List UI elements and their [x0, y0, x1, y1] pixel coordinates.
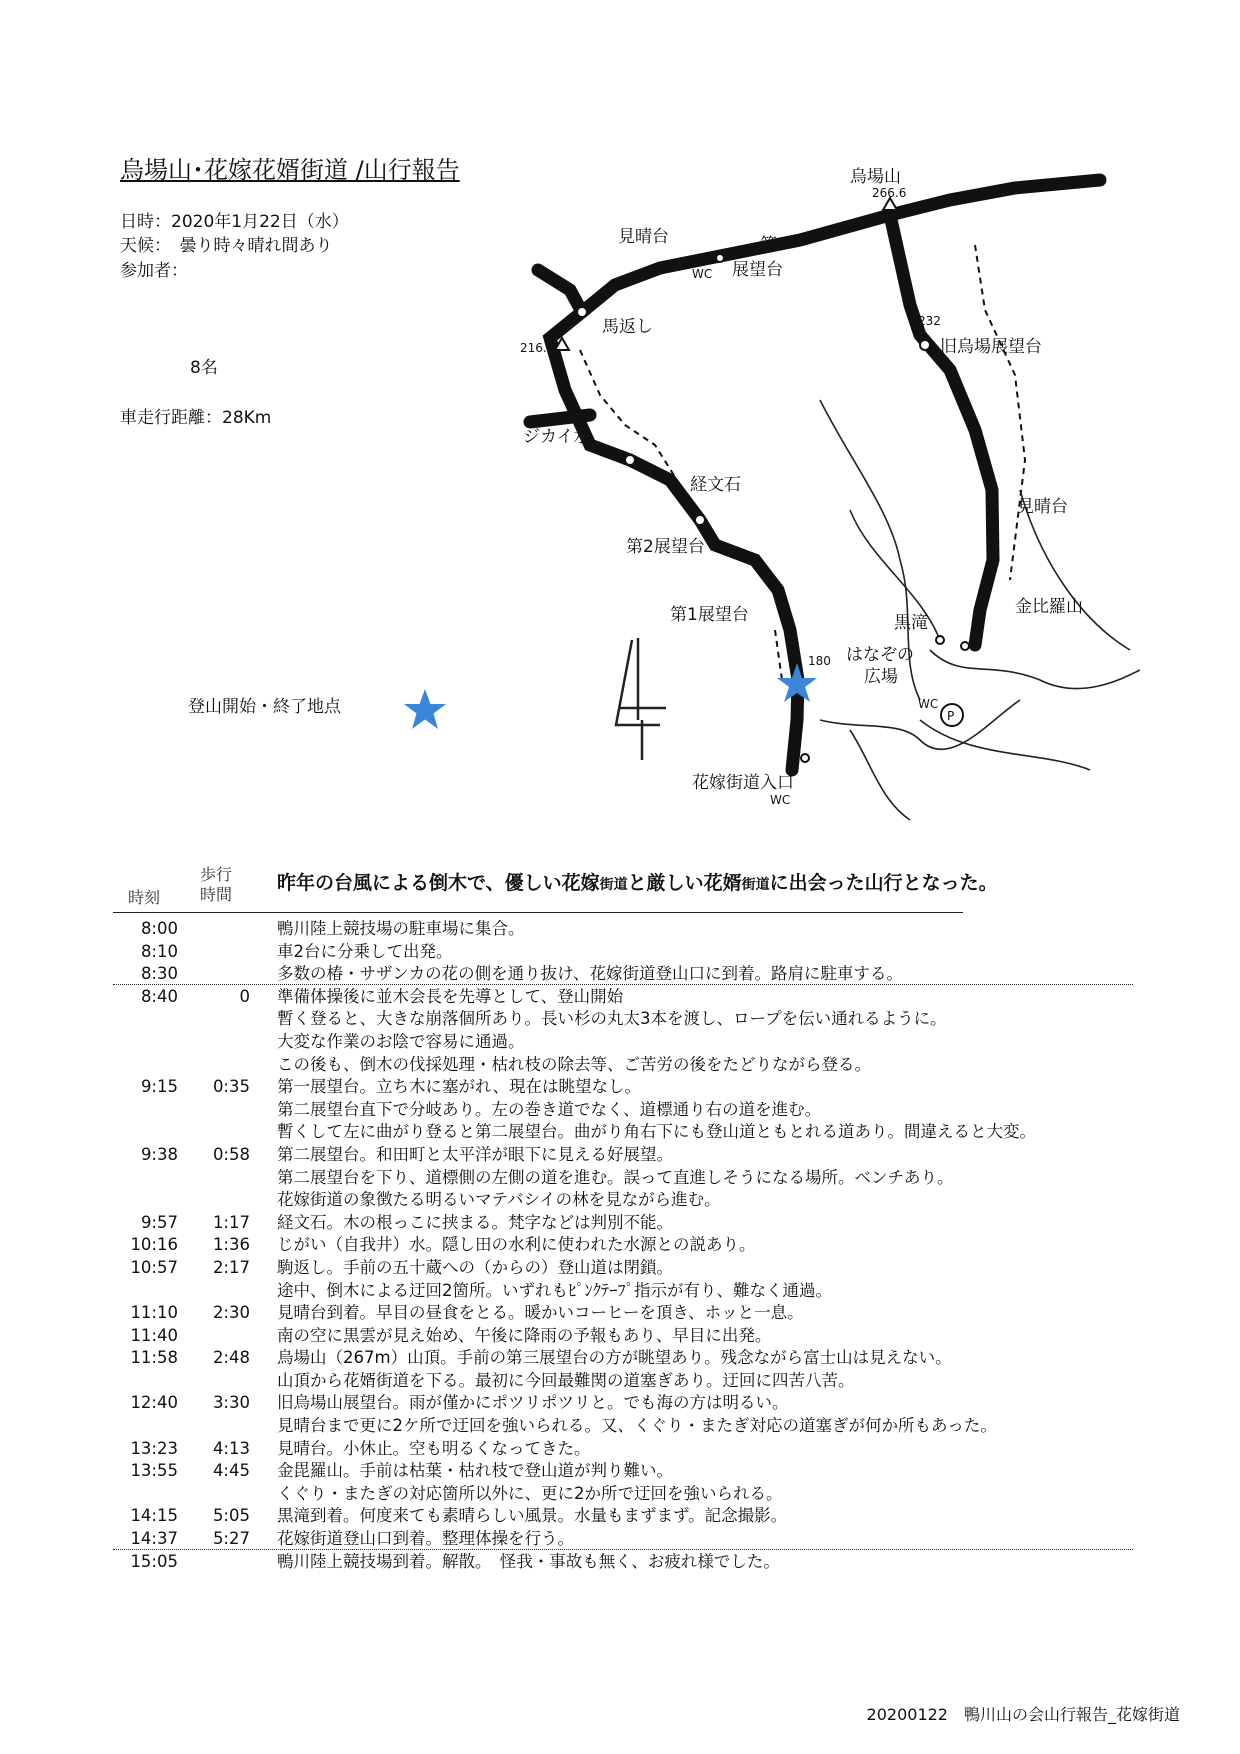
row-desc: 第一展望台。立ち木に塞がれ、現在は眺望なし。 — [277, 1077, 641, 1097]
row-desc: 見晴台。小休止。空も明るくなってきた。 — [277, 1438, 591, 1458]
row-desc: 黒滝到着。何度来ても素晴らしい風景。水量もまずまず。記念撮影。 — [277, 1506, 788, 1526]
map-label-alt-2164: 216.4 — [520, 341, 555, 355]
map-label-kyomon: 経文石 — [690, 475, 741, 495]
route-line-south — [890, 215, 993, 645]
table-row — [0, 1234, 1240, 1257]
summary-part-d: 街道 — [741, 877, 770, 893]
row-walk: 2:17 — [212, 1257, 250, 1277]
table-row — [0, 1031, 1240, 1054]
row-walk: 0:58 — [212, 1144, 250, 1164]
row-walk: 5:27 — [212, 1529, 250, 1549]
map-label-no3: 第3 — [760, 235, 788, 255]
map-label-kyu-karasuba: 旧烏場展望台 — [940, 337, 1042, 357]
table-row — [0, 1460, 1240, 1483]
row-desc: 旧烏場山展望台。雨が僅かにポツリポツリと。でも海の方は明るい。 — [277, 1393, 789, 1413]
row-walk: 0 — [239, 986, 250, 1006]
col-walk-header: 歩行 時間 — [200, 865, 233, 904]
table-row — [0, 1325, 1240, 1348]
row-time: 13:23 — [130, 1438, 178, 1458]
col-time-header: 時刻 — [128, 888, 161, 907]
table-row — [0, 1121, 1240, 1144]
row-time: 9:57 — [140, 1212, 178, 1232]
map-label-hanazono: はなぞの — [846, 645, 914, 665]
row-desc: 車2台に分乗して出発。 — [277, 941, 453, 961]
row-walk: 1:36 — [212, 1235, 250, 1255]
row-time: 11:40 — [130, 1325, 178, 1345]
row-walk: 5:05 — [212, 1506, 250, 1526]
row-desc: 第二展望台を下り、道標側の左側の道を進む。誤って直進しそうになる場所。ベンチあり。 — [277, 1167, 954, 1187]
table-row — [0, 1347, 1240, 1370]
table-row — [0, 1280, 1240, 1303]
row-desc: 見晴台まで更に2ケ所で迂回を強いられる。又、くぐり・またぎ対応の道塞ぎが何か所もあった。 — [277, 1416, 997, 1436]
table-row — [0, 1257, 1240, 1280]
row-desc: 鴨川陸上競技場の駐車場に集合。 — [277, 919, 525, 938]
summary-part-a: 昨年の台風による倒木で、優しい花嫁 — [277, 872, 600, 894]
row-desc: 烏場山（267m）山頂。手前の第三展望台の方が眺望あり。残念ながら富士山は見えない。 — [277, 1348, 952, 1368]
map-label-miharashi-right: 見晴台 — [1017, 497, 1068, 517]
map-label-hiroba: 広場 — [864, 667, 898, 687]
table-row — [0, 1076, 1240, 1099]
table-row — [0, 918, 1240, 941]
table-row — [0, 1099, 1240, 1122]
row-time: 9:38 — [140, 1144, 178, 1164]
map-label-umagaeshi: 馬返し — [602, 317, 653, 337]
row-time: 13:55 — [130, 1461, 178, 1481]
map-label-parking: P — [947, 709, 955, 723]
row-time: 8:00 — [140, 919, 178, 938]
legend-start-end-label: 登山開始・終了地点 — [188, 697, 341, 717]
row-desc: 南の空に黒雲が見え始め、午後に降雨の予報もあり、早目に出発。 — [277, 1325, 772, 1345]
row-walk: 4:45 — [212, 1461, 250, 1481]
table-row — [0, 1054, 1240, 1077]
row-time: 10:57 — [130, 1257, 178, 1277]
summary-line — [277, 868, 998, 895]
row-desc: 花嫁街道登山口到着。整理体操を行う。 — [277, 1529, 574, 1549]
route-line — [538, 270, 798, 770]
row-time: 11:58 — [130, 1348, 178, 1368]
table-row — [0, 963, 1240, 986]
table-row — [0, 1528, 1240, 1551]
table-row — [0, 1212, 1240, 1235]
row-desc: くぐり・またぎの対応箇所以外に、更に2か所で迂回を強いられる。 — [277, 1483, 783, 1503]
table-row — [0, 1392, 1240, 1415]
participants-label: 参加者： — [120, 261, 188, 281]
map-label-karasuba: 烏場山 — [850, 167, 901, 187]
map-label-wc2: WC — [918, 697, 939, 711]
participants-count: 8名 — [190, 358, 218, 378]
map-label-no2: 第2展望台 — [626, 537, 705, 557]
row-time: 14:15 — [130, 1506, 178, 1526]
summary-part-c: と厳しい花婿 — [627, 872, 742, 894]
row-time: 8:30 — [140, 964, 178, 984]
map-label-no1: 第1展望台 — [670, 605, 749, 625]
row-walk: 1:17 — [212, 1212, 250, 1232]
row-desc: 大変な作業のお陰で容易に通過。 — [277, 1031, 525, 1051]
row-walk: 3:30 — [212, 1393, 250, 1413]
row-desc: 第二展望台。和田町と太平洋が眼下に見える好展望。 — [277, 1144, 673, 1164]
log-table — [0, 918, 1240, 1573]
row-desc: 山頂から花婿街道を下る。最初に今回最難関の道塞ぎあり。迂回に四苦八苦。 — [277, 1370, 855, 1390]
row-time: 8:40 — [140, 986, 178, 1006]
row-walk: 2:48 — [212, 1348, 250, 1368]
table-row — [0, 1438, 1240, 1461]
row-time: 9:15 — [140, 1077, 178, 1097]
row-walk: 2:30 — [212, 1303, 250, 1323]
page-title: 烏場山･花嫁花婿街道 /山行報告 — [120, 156, 460, 184]
header-rule — [113, 912, 963, 913]
legend-star-icon — [400, 686, 450, 734]
map-label-karasuba-alt: 266.6 — [872, 186, 907, 200]
map-label-miharashi-top: 見晴台 — [618, 227, 669, 247]
row-time: 14:37 — [130, 1529, 178, 1549]
row-desc: 暫くして左に曲がり登ると第二展望台。曲がり角右下にも登山道ともとれる道あり。間違えると大変。 — [277, 1122, 1036, 1142]
route-map — [520, 160, 1140, 840]
table-row — [0, 1370, 1240, 1393]
table-row — [0, 1505, 1240, 1528]
map-label-wc3: WC — [770, 793, 791, 807]
row-desc: じがい（自我井）水。隠し田の水利に使われた水源との説あり。 — [277, 1235, 756, 1255]
table-row — [0, 1189, 1240, 1212]
footer-label: 20200122 鴨川山の会山行報告_花嫁街道 — [866, 1705, 1180, 1724]
row-desc: 途中、倒木による迂回2箇所。いずれもﾋﾟﾝｸﾃｰﾌﾟ指示が有り、難なく通過。 — [277, 1280, 832, 1300]
table-row — [0, 1144, 1240, 1167]
row-time: 12:40 — [130, 1393, 178, 1413]
table-row — [0, 986, 1240, 1009]
map-label-jikai: ジカイ水 — [523, 427, 591, 447]
weather-line: 天候： 曇り時々晴れ間あり — [120, 236, 333, 256]
map-label-alt-180: 180 — [808, 654, 831, 668]
distance-line: 車走行距離：28Km — [120, 408, 272, 428]
table-row — [0, 1302, 1240, 1325]
row-desc: 駒返し。手前の五十蔵への（からの）登山道は閉鎖。 — [277, 1257, 673, 1277]
table-row — [0, 1483, 1240, 1506]
row-desc: 暫く登ると、大きな崩落個所あり。長い杉の丸太3本を渡し、ロープを伝い通れるように。 — [277, 1009, 947, 1029]
row-time: 8:10 — [140, 941, 178, 961]
row-desc: 経文石。木の根っこに挟まる。梵字などは判別不能。 — [277, 1212, 673, 1232]
row-desc: 多数の椿・サザンカの花の側を通り抜け、花嫁街道登山口に到着。路肩に駐車する。 — [277, 964, 904, 984]
map-label-no3-b: 展望台 — [732, 260, 783, 280]
map-label-alt-232: 232 — [918, 314, 941, 328]
row-desc: この後も、倒木の伐採処理・枯れ枝の除去等、ご苦労の後をたどりながら登る。 — [277, 1054, 871, 1074]
row-desc: 見晴台到着。早目の昼食をとる。暖かいコーヒーを頂き、ホッと一息。 — [277, 1303, 804, 1323]
table-row — [0, 1551, 1240, 1574]
map-label-kurotaki: 黒滝 — [894, 613, 928, 633]
row-time: 15:05 — [130, 1551, 178, 1571]
row-walk: 0:35 — [212, 1077, 250, 1097]
table-row — [0, 1008, 1240, 1031]
row-desc: 花嫁街道の象徴たる明るいマテバシイの林を見ながら進む。 — [277, 1190, 721, 1210]
map-label-entrance: 花嫁街道入口 — [692, 773, 794, 793]
map-label-wc1: WC — [692, 267, 713, 281]
date-line: 日時：2020年1月22日（水） — [120, 212, 349, 232]
row-desc: 金毘羅山。手前は枯葉・枯れ枝で登山道が判り難い。 — [277, 1461, 673, 1481]
row-desc: 準備体操後に並木会長を先導として、登山開始 — [277, 986, 624, 1006]
summary-part-e: に出会った山行となった。 — [769, 872, 998, 894]
summary-part-b: 街道 — [599, 877, 628, 893]
row-walk: 4:13 — [212, 1438, 250, 1458]
table-row — [0, 941, 1240, 964]
north-arrow-icon — [616, 638, 666, 760]
map-label-konpira: 金比羅山 — [1015, 597, 1083, 617]
row-time: 11:10 — [130, 1303, 178, 1323]
row-time: 10:16 — [130, 1235, 178, 1255]
table-row — [0, 1415, 1240, 1438]
row-desc: 第二展望台直下で分岐あり。左の巻き道でなく、道標通り右の道を進む。 — [277, 1099, 822, 1119]
table-row — [0, 1167, 1240, 1190]
row-desc: 鴨川陸上競技場到着。解散。 怪我・事故も無く、お疲れ様でした。 — [277, 1551, 780, 1571]
